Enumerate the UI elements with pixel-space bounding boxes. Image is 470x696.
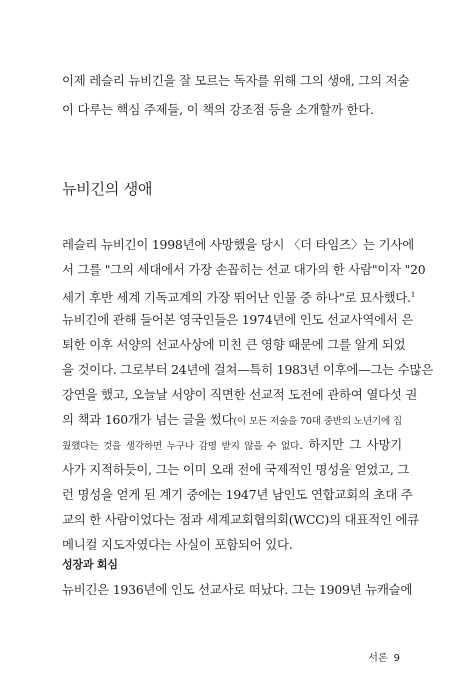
body-line-text: 세기 후반 세계 기독교계의 가장 뛰어난 인물 중 하나"로 묘사했다.	[62, 290, 411, 305]
body-line	[62, 287, 416, 306]
body-line: 사가 지적하듯이, 그는 이미 오래 전에 국제적인 명성을 얻었고, 그	[62, 462, 410, 477]
subsection-heading: 성장과 회심	[62, 558, 118, 571]
body-line	[62, 412, 402, 430]
body-line: 런 명성을 얻게 된 계기 중에는 1947년 남인도 연합교회의 초대 주	[62, 487, 413, 502]
body-line: 메니컬 지도자였다는 사실이 포함되어 있다.	[62, 537, 293, 552]
body-line: 을 것이다. 그로부터 24년에 걸쳐—특히 1983년 이후에—그는 수많은	[62, 362, 434, 377]
body-line: 서 그를 "그의 세대에서 가장 손꼽히는 선교 대가의 한 사람"이자 "20	[62, 262, 426, 277]
footnote-marker: 1	[410, 291, 416, 299]
body-line: 레슬리 뉴비긴이 1998년에 사망했을 당시 〈더 타임즈〉는 기사에	[62, 237, 414, 252]
page-number: 9	[393, 653, 400, 664]
running-header: 서론	[368, 653, 388, 664]
body-line-text: 의 책과 160개가 넘는 글을 썼다	[62, 412, 234, 427]
intro-line: 이 다루는 핵심 주제들, 이 책의 강조점 등을 소개할까 한다.	[62, 102, 374, 117]
body-line: 교의 한 사람이었다는 점과 세계교회협의회(WCC)의 대표적인 에큐	[62, 512, 420, 527]
body-line-text: . 하지만 그 사망기	[299, 437, 402, 452]
page-footer	[368, 653, 400, 665]
body-line: 뉴비긴은 1936년에 인도 선교사로 떠났다. 그는 1909년 뉴캐슬에	[62, 582, 413, 597]
intro-line: 이제 레슬리 뉴비긴을 잘 모르는 독자를 위해 그의 생애, 그의 저술	[62, 73, 410, 88]
inline-note: (이 모든 저술을 70대 중반의 노년기에 집	[233, 416, 402, 427]
body-line	[62, 437, 402, 455]
body-line: 뉴비긴에 관해 들어본 영국인들은 1974년에 인도 선교사역에서 은	[62, 312, 414, 327]
body-line: 퇴한 이후 서양의 선교사상에 미친 큰 영향 때문에 그를 알게 되었	[62, 337, 406, 352]
body-line: 강연을 했고, 오늘날 서양이 직면한 선교적 도전에 관하여 열다섯 권	[62, 387, 418, 402]
inline-note-continued: 웠했다는 것을 생각하면 누구나 감명 받지 않을 수 없다	[62, 441, 300, 452]
section-heading: 뉴비긴의 생애	[62, 180, 153, 198]
